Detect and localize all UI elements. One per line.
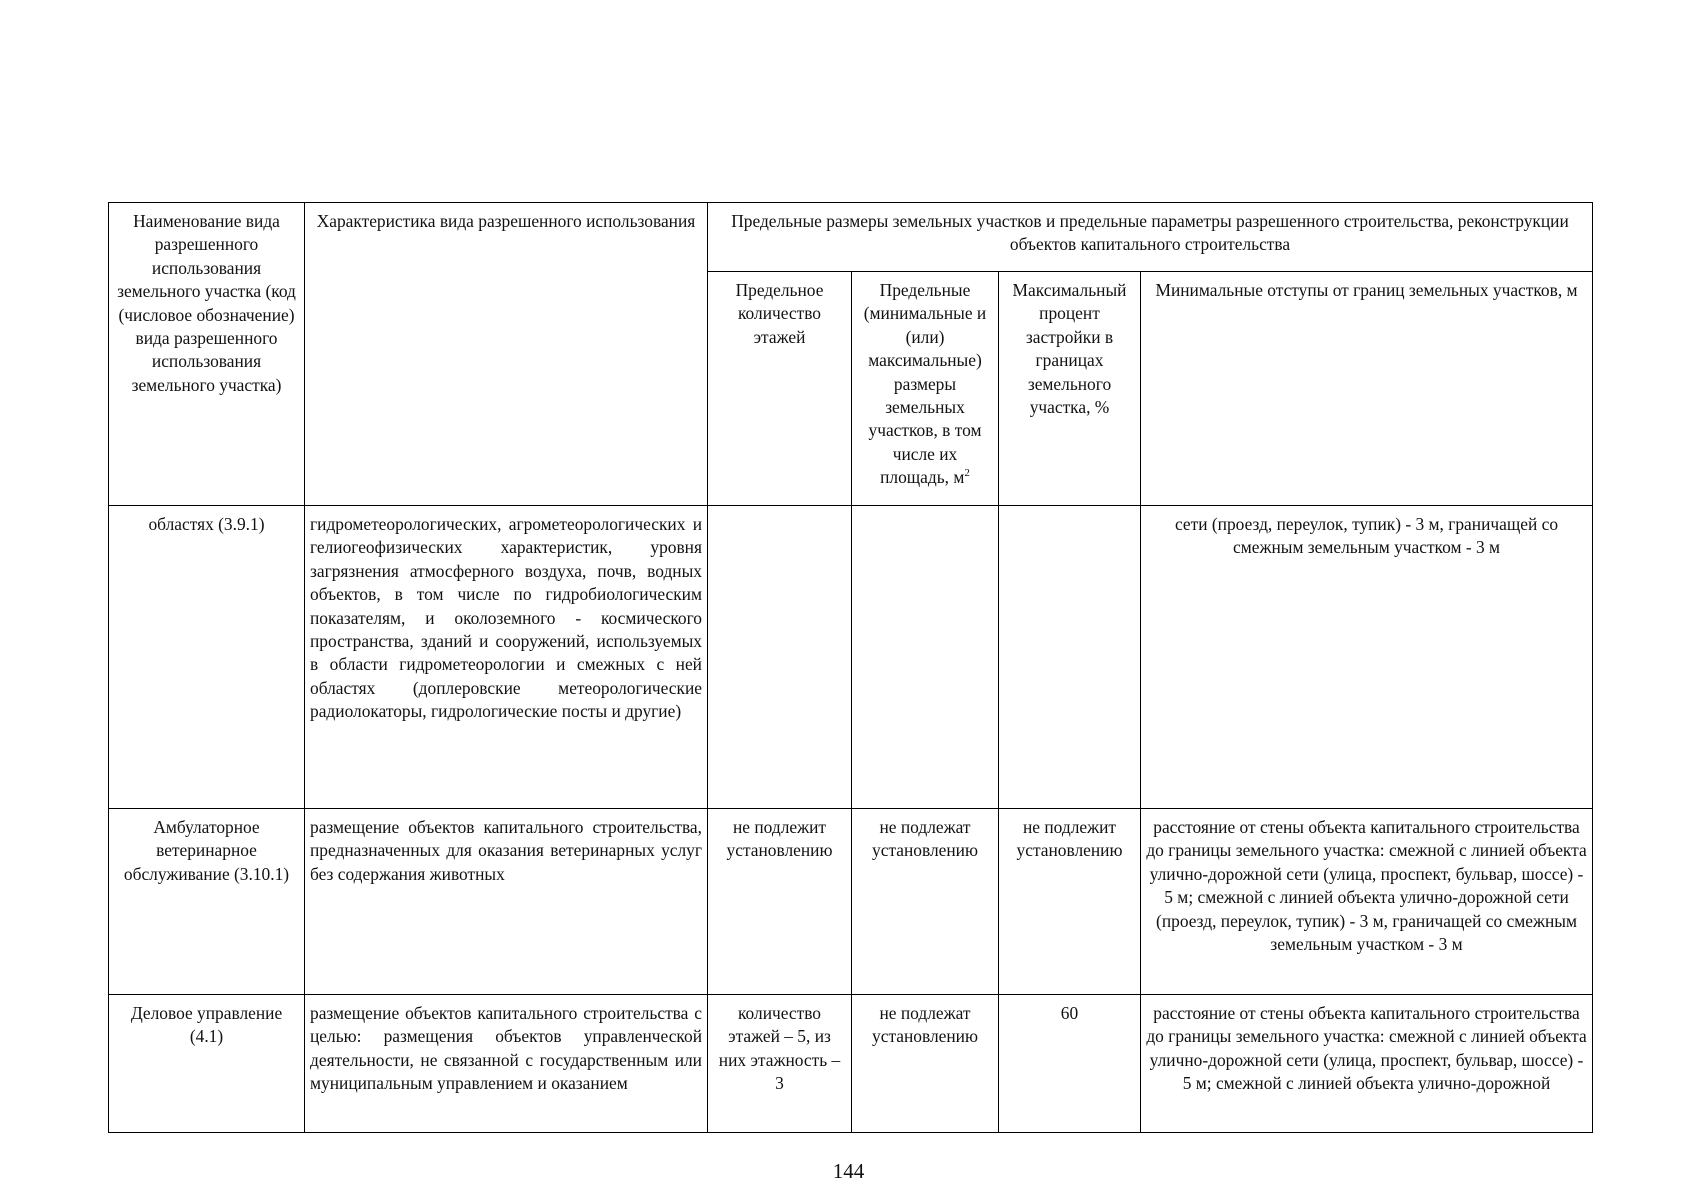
table-row [109, 506, 1593, 809]
row-name: областях (3.9.1) [109, 506, 305, 809]
row-characteristic: размещение объектов капитального строительства, предназначенных для оказания ветеринарных услуг без содержания животных [305, 809, 708, 995]
header-max-coverage: Максимальный процент застройки в границах земельного участка, % [999, 272, 1141, 506]
row-setbacks: расстояние от стены объекта капитального строительства до границы земельного участка: смежной с линией объекта улично-дорожной сети (улица, проспект, бульвар, шоссе) - 5 м; смежной с линией объекта улично-дорожной [1141, 995, 1593, 1133]
header-floors: Предельное количество этажей [708, 272, 852, 506]
row-setbacks: сети (проезд, переулок, тупик) - 3 м, граничащей со смежным земельным участком - 3 м [1141, 506, 1593, 809]
header-characteristic: Характеристика вида разрешенного использования [305, 203, 708, 506]
row-max-coverage: не подлежит установлению [999, 809, 1141, 995]
row-plot-sizes: не подлежат установлению [852, 809, 999, 995]
row-max-coverage [999, 506, 1141, 809]
header-plot-sizes-sup: 2 [964, 467, 970, 480]
row-max-coverage: 60 [999, 995, 1141, 1133]
row-plot-sizes: не подлежат установлению [852, 995, 999, 1133]
header-plot-sizes [852, 272, 999, 506]
row-name: Деловое управление (4.1) [109, 995, 305, 1133]
row-name: Амбулаторное ветеринарное обслуживание (3.10.1) [109, 809, 305, 995]
row-floors [708, 506, 852, 809]
row-floors: не подлежит установлению [708, 809, 852, 995]
header-limits-group: Предельные размеры земельных участков и предельные параметры разрешенного строительства, реконструкции объектов капитального строительства [708, 203, 1593, 272]
row-plot-sizes [852, 506, 999, 809]
row-floors: количество этажей – 5, из них этажность – 3 [708, 995, 852, 1133]
header-plot-sizes-text: Предельные (минимальные и (или) максимальные) размеры земельных участков, в том числе их площадь, м [863, 280, 987, 488]
page-number: 144 [832, 1159, 865, 1183]
row-characteristic: размещение объектов капитального строительства с целью: размещения объектов управленческой деятельности, не связанной с государственным или муниципальным управлением и оказанием [305, 995, 708, 1133]
table-row [109, 995, 1593, 1133]
land-use-regulations-table [108, 202, 1593, 1133]
header-name: Наименование вида разрешенного использования земельного участка (код (числовое обозначение) вида разрешенного использования земельного участка) [109, 203, 305, 506]
row-setbacks: расстояние от стены объекта капитального строительства до границы земельного участка: смежной с линией объекта улично-дорожной сети (улица, проспект, бульвар, шоссе) - 5 м; смежной с линией объекта улично-дорожной сети (проезд, переулок, тупик) - 3 м, граничащей со смежным земельным участком - 3 м [1141, 809, 1593, 995]
table-row [109, 809, 1593, 995]
header-setbacks: Минимальные отступы от границ земельных участков, м [1141, 272, 1593, 506]
header-row-1 [109, 203, 1593, 272]
row-characteristic: гидрометеорологических, агрометеорологических и гелиогеофизических характеристик, уровня загрязнения атмосферного воздуха, почв, водных объектов, в том числе по гидробиологическим показателям, и околоземного - космического пространства, зданий и сооружений, используемых в области гидрометеорологии и смежных с ней областях (доплеровские метеорологические радиолокаторы, гидрологические посты и другие) [305, 506, 708, 809]
